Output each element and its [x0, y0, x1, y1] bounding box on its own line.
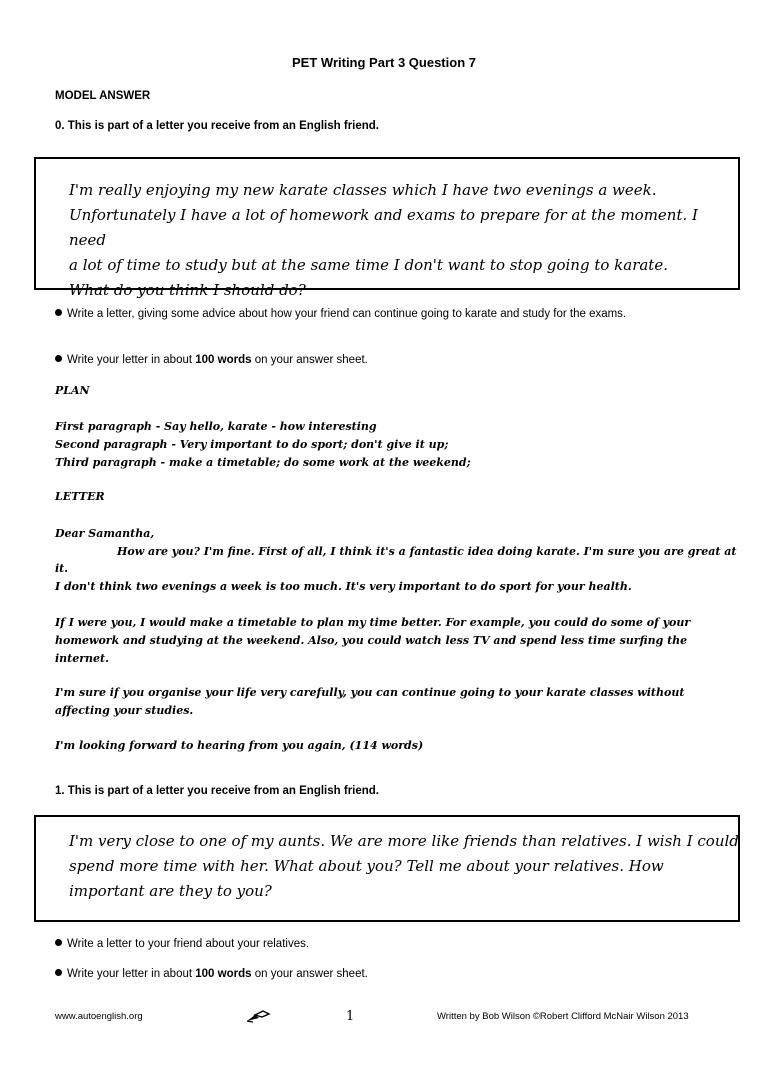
letter-paragraph-2: If I were you, I would make a timetable to plan my time better. For example, you could do some of your homework and studying at the weekend. Also, you could watch less TV and spend less time surfing the internet.	[55, 616, 691, 665]
question-1-bullet-1: Write a letter to your friend about your relatives.	[55, 938, 309, 950]
letter-paragraph-1-line-3: I don't think two evenings a week is too much. It's very important to do sport for your health.	[55, 580, 632, 593]
letter-paragraph-1-line-2: it.	[55, 562, 69, 575]
plan-list	[55, 418, 471, 472]
footer-website: www.autoenglish.org	[55, 1011, 143, 1022]
letter-line: a lot of time to study but at the same time I don't want to stop going to karate.	[69, 256, 668, 274]
question-1-intro: 1. This is part of a letter you receive from an English friend.	[55, 785, 379, 797]
bullet-icon	[55, 309, 62, 316]
letter-line: I'm really enjoying my new karate classes which I have two evenings a week.	[69, 181, 657, 199]
bullet-icon	[55, 939, 62, 946]
plan-heading: PLAN	[55, 384, 90, 397]
letter-line: I'm very close to one of my aunts. We are more like friends than relatives. I wish I could	[69, 832, 739, 850]
model-answer-heading: MODEL ANSWER	[55, 90, 151, 102]
letter-greeting: Dear Samantha,	[55, 527, 155, 540]
letter-line: What do you think I should do?	[69, 281, 306, 299]
plan-line: Third paragraph - make a timetable; do some work at the weekend;	[55, 456, 471, 469]
letter-closing: I'm looking forward to hearing from you again, (114 words)	[55, 739, 424, 752]
question-0-letter-text	[69, 178, 739, 303]
letter-heading: LETTER	[55, 490, 105, 503]
question-0-letter-box	[34, 157, 740, 299]
letter-line: important are they to you?	[69, 882, 272, 900]
pen-nib-icon	[245, 1008, 271, 1024]
page-number: 1	[346, 1009, 355, 1024]
page-title: PET Writing Part 3 Question 7	[292, 55, 476, 70]
letter-paragraph-3: I'm sure if you organise your life very carefully, you can continue going to your karate classes without affecting your studies.	[55, 686, 685, 717]
footer-credit: Written by Bob Wilson ©Robert Clifford McNair Wilson 2013	[437, 1011, 689, 1022]
plan-line: First paragraph - Say hello, karate - how interesting	[55, 420, 377, 433]
question-0-bullet-1: Write a letter, giving some advice about how your friend can continue going to karate and study for the exams.	[55, 308, 626, 320]
bullet-icon	[55, 355, 62, 362]
letter-paragraph-1-line-1: How are you? I'm fine. First of all, I think it's a fantastic idea doing karate. I'm sure you are great at	[117, 545, 737, 558]
question-0-bullet-2: Write your letter in about 100 words on your answer sheet.	[55, 354, 368, 366]
letter-line: Unfortunately I have a lot of homework and exams to prepare for at the moment. I need	[69, 206, 698, 249]
plan-line: Second paragraph - Very important to do sport; don't give it up;	[55, 438, 449, 451]
question-0-intro: 0. This is part of a letter you receive from an English friend.	[55, 120, 379, 132]
bullet-icon	[55, 969, 62, 976]
question-1-letter-text	[69, 829, 739, 904]
question-1-letter-box	[34, 815, 740, 922]
question-1-bullet-2: Write your letter in about 100 words on your answer sheet.	[55, 968, 368, 980]
letter-line: spend more time with her. What about you? Tell me about your relatives. How	[69, 857, 664, 875]
